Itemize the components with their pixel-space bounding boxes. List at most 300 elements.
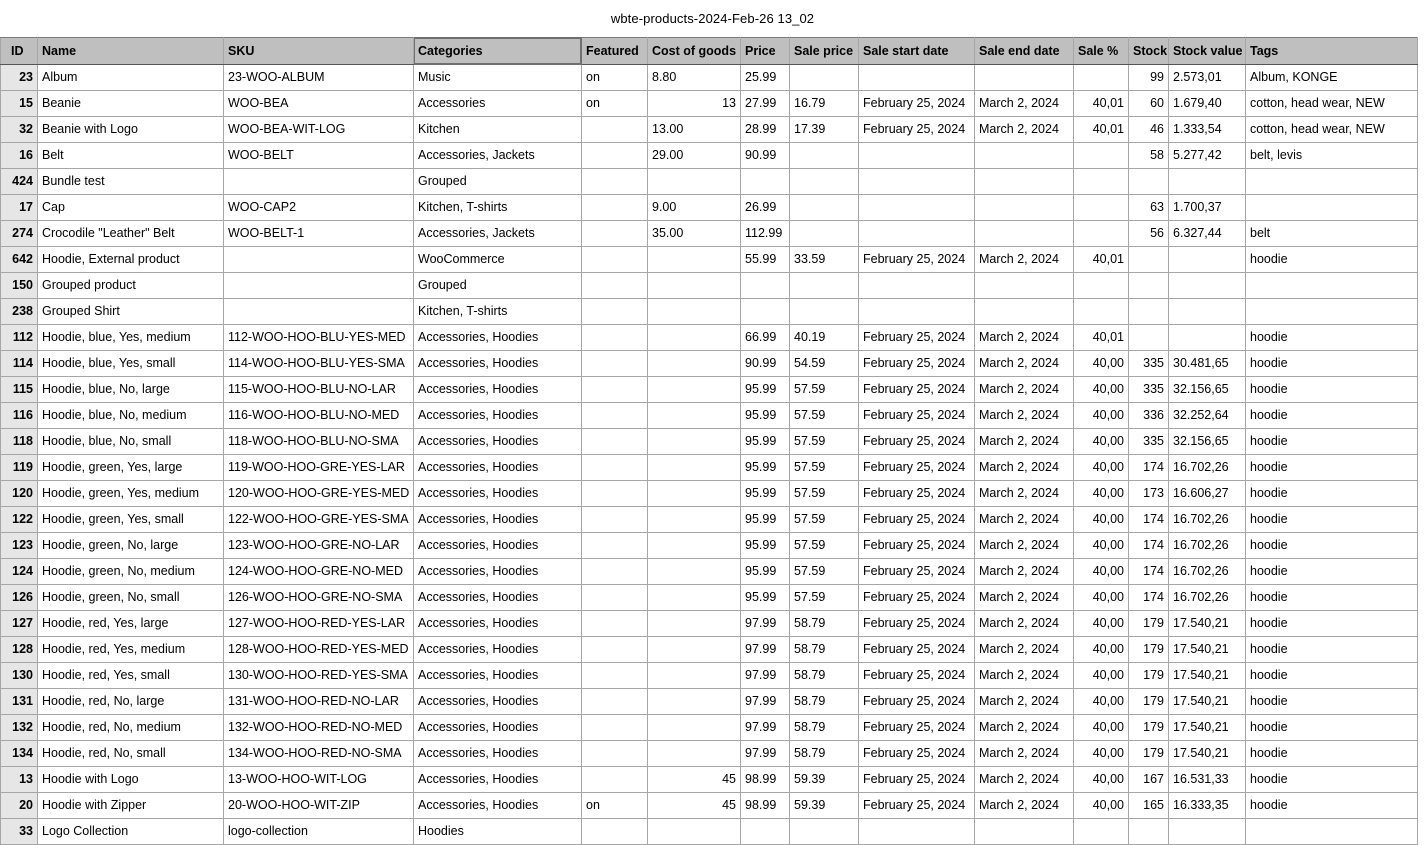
cell-end[interactable] (975, 65, 1074, 91)
cell-saleprice[interactable]: 59.39 (790, 767, 859, 793)
cell-tags[interactable]: belt, levis (1246, 143, 1418, 169)
cell-end[interactable] (975, 273, 1074, 299)
cell-sku[interactable]: 23-WOO-ALBUM (224, 65, 414, 91)
cell-cat[interactable]: Accessories, Hoodies (414, 741, 582, 767)
cell-sku[interactable]: 116-WOO-HOO-BLU-NO-MED (224, 403, 414, 429)
cell-tags[interactable] (1246, 195, 1418, 221)
cell-tags[interactable] (1246, 273, 1418, 299)
column-header-end[interactable]: Sale end date (975, 38, 1074, 65)
cell-start[interactable] (859, 273, 975, 299)
cell-end[interactable] (975, 195, 1074, 221)
cell-stock[interactable]: 63 (1129, 195, 1169, 221)
cell-end[interactable]: March 2, 2024 (975, 767, 1074, 793)
cell-id[interactable]: 116 (1, 403, 38, 429)
cell-cat[interactable]: Grouped (414, 169, 582, 195)
cell-cat[interactable]: Accessories, Hoodies (414, 455, 582, 481)
cell-sku[interactable]: 118-WOO-HOO-BLU-NO-SMA (224, 429, 414, 455)
cell-price[interactable]: 97.99 (741, 715, 790, 741)
cell-id[interactable]: 130 (1, 663, 38, 689)
cell-start[interactable]: February 25, 2024 (859, 247, 975, 273)
cell-stock[interactable]: 336 (1129, 403, 1169, 429)
cell-price[interactable]: 90.99 (741, 351, 790, 377)
cell-id[interactable]: 134 (1, 741, 38, 767)
cell-start[interactable]: February 25, 2024 (859, 741, 975, 767)
table-row[interactable] (1, 143, 1418, 169)
column-header-sku[interactable]: SKU (224, 38, 414, 65)
cell-id[interactable]: 115 (1, 377, 38, 403)
cell-feat[interactable] (582, 455, 648, 481)
cell-cat[interactable]: Accessories, Hoodies (414, 637, 582, 663)
cell-id[interactable]: 124 (1, 559, 38, 585)
cell-id[interactable]: 114 (1, 351, 38, 377)
table-row[interactable] (1, 195, 1418, 221)
cell-start[interactable]: February 25, 2024 (859, 325, 975, 351)
cell-salepct[interactable]: 40,00 (1074, 689, 1129, 715)
cell-saleprice[interactable]: 59.39 (790, 793, 859, 819)
cell-cog[interactable] (648, 299, 741, 325)
cell-price[interactable]: 95.99 (741, 585, 790, 611)
cell-salepct[interactable]: 40,00 (1074, 377, 1129, 403)
cell-feat[interactable] (582, 117, 648, 143)
cell-cat[interactable]: Accessories, Hoodies (414, 663, 582, 689)
cell-tags[interactable]: hoodie (1246, 533, 1418, 559)
cell-saleprice[interactable]: 57.59 (790, 403, 859, 429)
table-row[interactable] (1, 533, 1418, 559)
cell-feat[interactable] (582, 351, 648, 377)
cell-saleprice[interactable]: 33.59 (790, 247, 859, 273)
cell-start[interactable] (859, 819, 975, 845)
cell-price[interactable]: 98.99 (741, 767, 790, 793)
cell-sku[interactable]: 127-WOO-HOO-RED-YES-LAR (224, 611, 414, 637)
cell-stockval[interactable]: 17.540,21 (1169, 715, 1246, 741)
cell-stockval[interactable]: 2.573,01 (1169, 65, 1246, 91)
cell-feat[interactable] (582, 663, 648, 689)
cell-stock[interactable]: 179 (1129, 715, 1169, 741)
cell-cat[interactable]: Kitchen, T-shirts (414, 195, 582, 221)
cell-name[interactable]: Beanie with Logo (38, 117, 224, 143)
cell-salepct[interactable]: 40,00 (1074, 351, 1129, 377)
cell-stockval[interactable]: 17.540,21 (1169, 663, 1246, 689)
cell-end[interactable] (975, 169, 1074, 195)
cell-name[interactable]: Hoodie, green, No, small (38, 585, 224, 611)
cell-price[interactable]: 95.99 (741, 533, 790, 559)
column-header-price[interactable]: Price (741, 38, 790, 65)
cell-name[interactable]: Hoodie, blue, Yes, medium (38, 325, 224, 351)
cell-id[interactable]: 126 (1, 585, 38, 611)
cell-cat[interactable]: Accessories, Hoodies (414, 767, 582, 793)
cell-cat[interactable]: Accessories, Hoodies (414, 325, 582, 351)
cell-sku[interactable]: logo-collection (224, 819, 414, 845)
cell-name[interactable]: Album (38, 65, 224, 91)
cell-name[interactable]: Hoodie, red, Yes, small (38, 663, 224, 689)
cell-start[interactable]: February 25, 2024 (859, 663, 975, 689)
cell-feat[interactable] (582, 377, 648, 403)
cell-stock[interactable] (1129, 169, 1169, 195)
cell-cog[interactable] (648, 169, 741, 195)
cell-sku[interactable]: WOO-BEA (224, 91, 414, 117)
cell-end[interactable]: March 2, 2024 (975, 351, 1074, 377)
cell-cat[interactable]: Accessories, Hoodies (414, 481, 582, 507)
cell-tags[interactable]: hoodie (1246, 247, 1418, 273)
cell-feat[interactable]: on (582, 793, 648, 819)
cell-stock[interactable]: 335 (1129, 351, 1169, 377)
cell-name[interactable]: Crocodile "Leather" Belt (38, 221, 224, 247)
cell-name[interactable]: Hoodie, blue, No, medium (38, 403, 224, 429)
cell-feat[interactable] (582, 247, 648, 273)
cell-start[interactable]: February 25, 2024 (859, 689, 975, 715)
cell-end[interactable]: March 2, 2024 (975, 117, 1074, 143)
cell-name[interactable]: Hoodie, green, Yes, small (38, 507, 224, 533)
table-row[interactable] (1, 221, 1418, 247)
cell-end[interactable]: March 2, 2024 (975, 481, 1074, 507)
cell-feat[interactable] (582, 611, 648, 637)
cell-start[interactable]: February 25, 2024 (859, 793, 975, 819)
cell-start[interactable]: February 25, 2024 (859, 429, 975, 455)
cell-price[interactable]: 27.99 (741, 91, 790, 117)
cell-sku[interactable] (224, 273, 414, 299)
cell-stock[interactable]: 167 (1129, 767, 1169, 793)
cell-saleprice[interactable] (790, 195, 859, 221)
cell-salepct[interactable]: 40,00 (1074, 403, 1129, 429)
cell-feat[interactable] (582, 429, 648, 455)
cell-sku[interactable]: 130-WOO-HOO-RED-YES-SMA (224, 663, 414, 689)
cell-saleprice[interactable]: 57.59 (790, 559, 859, 585)
cell-price[interactable]: 55.99 (741, 247, 790, 273)
cell-cog[interactable] (648, 481, 741, 507)
cell-name[interactable]: Hoodie, blue, No, large (38, 377, 224, 403)
cell-start[interactable]: February 25, 2024 (859, 611, 975, 637)
cell-stock[interactable]: 174 (1129, 559, 1169, 585)
cell-stock[interactable] (1129, 247, 1169, 273)
cell-id[interactable]: 642 (1, 247, 38, 273)
cell-name[interactable]: Belt (38, 143, 224, 169)
cell-salepct[interactable]: 40,00 (1074, 585, 1129, 611)
cell-salepct[interactable]: 40,00 (1074, 533, 1129, 559)
cell-cat[interactable]: Accessories, Hoodies (414, 351, 582, 377)
cell-feat[interactable] (582, 767, 648, 793)
table-row[interactable] (1, 169, 1418, 195)
cell-id[interactable]: 122 (1, 507, 38, 533)
cell-name[interactable]: Grouped Shirt (38, 299, 224, 325)
cell-cat[interactable]: Music (414, 65, 582, 91)
cell-cog[interactable] (648, 455, 741, 481)
cell-tags[interactable]: belt (1246, 221, 1418, 247)
cell-cat[interactable]: Hoodies (414, 819, 582, 845)
cell-sku[interactable]: WOO-BELT-1 (224, 221, 414, 247)
cell-stockval[interactable]: 1.333,54 (1169, 117, 1246, 143)
cell-sku[interactable]: 123-WOO-HOO-GRE-NO-LAR (224, 533, 414, 559)
cell-stockval[interactable] (1169, 819, 1246, 845)
cell-cat[interactable]: WooCommerce (414, 247, 582, 273)
cell-stock[interactable]: 174 (1129, 585, 1169, 611)
cell-salepct[interactable]: 40,01 (1074, 247, 1129, 273)
cell-stockval[interactable]: 16.702,26 (1169, 585, 1246, 611)
cell-stockval[interactable] (1169, 325, 1246, 351)
cell-feat[interactable] (582, 195, 648, 221)
table-row[interactable] (1, 403, 1418, 429)
cell-sku[interactable]: 115-WOO-HOO-BLU-NO-LAR (224, 377, 414, 403)
cell-salepct[interactable]: 40,00 (1074, 793, 1129, 819)
cell-saleprice[interactable]: 57.59 (790, 377, 859, 403)
cell-stock[interactable]: 174 (1129, 507, 1169, 533)
cell-start[interactable]: February 25, 2024 (859, 455, 975, 481)
cell-feat[interactable] (582, 403, 648, 429)
cell-start[interactable] (859, 221, 975, 247)
cell-tags[interactable]: hoodie (1246, 715, 1418, 741)
table-row[interactable] (1, 585, 1418, 611)
cell-stock[interactable]: 335 (1129, 377, 1169, 403)
cell-feat[interactable]: on (582, 91, 648, 117)
cell-name[interactable]: Bundle test (38, 169, 224, 195)
cell-name[interactable]: Hoodie, red, No, medium (38, 715, 224, 741)
table-row[interactable] (1, 663, 1418, 689)
cell-start[interactable]: February 25, 2024 (859, 559, 975, 585)
cell-name[interactable]: Hoodie, red, Yes, medium (38, 637, 224, 663)
cell-cat[interactable]: Accessories, Jackets (414, 221, 582, 247)
cell-feat[interactable] (582, 169, 648, 195)
cell-cog[interactable]: 45 (648, 793, 741, 819)
cell-sku[interactable]: WOO-BEA-WIT-LOG (224, 117, 414, 143)
cell-cog[interactable]: 13 (648, 91, 741, 117)
cell-name[interactable]: Hoodie, green, No, medium (38, 559, 224, 585)
table-row[interactable] (1, 377, 1418, 403)
cell-name[interactable]: Hoodie with Zipper (38, 793, 224, 819)
cell-id[interactable]: 127 (1, 611, 38, 637)
cell-tags[interactable]: cotton, head wear, NEW (1246, 117, 1418, 143)
cell-price[interactable]: 95.99 (741, 559, 790, 585)
cell-start[interactable]: February 25, 2024 (859, 481, 975, 507)
cell-cat[interactable]: Accessories, Hoodies (414, 611, 582, 637)
cell-start[interactable]: February 25, 2024 (859, 117, 975, 143)
cell-cog[interactable] (648, 663, 741, 689)
cell-id[interactable]: 150 (1, 273, 38, 299)
cell-stock[interactable] (1129, 325, 1169, 351)
table-row[interactable] (1, 767, 1418, 793)
cell-salepct[interactable] (1074, 143, 1129, 169)
cell-stock[interactable]: 99 (1129, 65, 1169, 91)
table-row[interactable] (1, 429, 1418, 455)
cell-price[interactable]: 90.99 (741, 143, 790, 169)
cell-id[interactable]: 17 (1, 195, 38, 221)
cell-stockval[interactable]: 16.531,33 (1169, 767, 1246, 793)
cell-end[interactable]: March 2, 2024 (975, 533, 1074, 559)
table-row[interactable] (1, 247, 1418, 273)
cell-tags[interactable]: hoodie (1246, 325, 1418, 351)
cell-cog[interactable]: 35.00 (648, 221, 741, 247)
cell-cog[interactable]: 13.00 (648, 117, 741, 143)
cell-name[interactable]: Hoodie with Logo (38, 767, 224, 793)
cell-start[interactable]: February 25, 2024 (859, 585, 975, 611)
cell-cog[interactable] (648, 715, 741, 741)
column-header-feat[interactable]: Featured (582, 38, 648, 65)
cell-name[interactable]: Hoodie, blue, No, small (38, 429, 224, 455)
cell-tags[interactable]: hoodie (1246, 637, 1418, 663)
cell-end[interactable]: March 2, 2024 (975, 637, 1074, 663)
cell-cat[interactable]: Kitchen, T-shirts (414, 299, 582, 325)
cell-salepct[interactable]: 40,01 (1074, 117, 1129, 143)
cell-stock[interactable]: 173 (1129, 481, 1169, 507)
cell-id[interactable]: 123 (1, 533, 38, 559)
cell-end[interactable]: March 2, 2024 (975, 325, 1074, 351)
cell-end[interactable]: March 2, 2024 (975, 663, 1074, 689)
cell-saleprice[interactable] (790, 819, 859, 845)
cell-salepct[interactable]: 40,00 (1074, 767, 1129, 793)
cell-stockval[interactable]: 17.540,21 (1169, 741, 1246, 767)
cell-tags[interactable] (1246, 169, 1418, 195)
cell-tags[interactable]: hoodie (1246, 585, 1418, 611)
cell-name[interactable]: Hoodie, blue, Yes, small (38, 351, 224, 377)
cell-salepct[interactable] (1074, 221, 1129, 247)
cell-name[interactable]: Hoodie, red, Yes, large (38, 611, 224, 637)
cell-saleprice[interactable]: 58.79 (790, 663, 859, 689)
cell-id[interactable]: 33 (1, 819, 38, 845)
cell-cat[interactable]: Grouped (414, 273, 582, 299)
cell-saleprice[interactable] (790, 299, 859, 325)
cell-cat[interactable]: Accessories, Hoodies (414, 403, 582, 429)
cell-end[interactable]: March 2, 2024 (975, 507, 1074, 533)
cell-id[interactable]: 120 (1, 481, 38, 507)
cell-price[interactable] (741, 273, 790, 299)
cell-cat[interactable]: Accessories, Hoodies (414, 793, 582, 819)
cell-tags[interactable]: hoodie (1246, 507, 1418, 533)
cell-salepct[interactable]: 40,00 (1074, 715, 1129, 741)
cell-feat[interactable] (582, 273, 648, 299)
cell-feat[interactable] (582, 481, 648, 507)
cell-cog[interactable] (648, 325, 741, 351)
cell-end[interactable] (975, 221, 1074, 247)
cell-cog[interactable] (648, 559, 741, 585)
cell-feat[interactable] (582, 741, 648, 767)
cell-end[interactable] (975, 143, 1074, 169)
cell-saleprice[interactable]: 57.59 (790, 429, 859, 455)
cell-end[interactable]: March 2, 2024 (975, 611, 1074, 637)
cell-start[interactable]: February 25, 2024 (859, 351, 975, 377)
cell-end[interactable]: March 2, 2024 (975, 741, 1074, 767)
cell-tags[interactable]: hoodie (1246, 429, 1418, 455)
cell-start[interactable]: February 25, 2024 (859, 377, 975, 403)
column-header-start[interactable]: Sale start date (859, 38, 975, 65)
cell-price[interactable]: 98.99 (741, 793, 790, 819)
table-row[interactable] (1, 507, 1418, 533)
cell-name[interactable]: Hoodie, red, No, large (38, 689, 224, 715)
cell-saleprice[interactable]: 58.79 (790, 689, 859, 715)
cell-price[interactable]: 97.99 (741, 611, 790, 637)
cell-end[interactable] (975, 819, 1074, 845)
cell-stock[interactable]: 179 (1129, 741, 1169, 767)
cell-stockval[interactable]: 16.702,26 (1169, 559, 1246, 585)
cell-salepct[interactable]: 40,00 (1074, 741, 1129, 767)
cell-start[interactable]: February 25, 2024 (859, 767, 975, 793)
cell-price[interactable]: 25.99 (741, 65, 790, 91)
cell-stock[interactable] (1129, 819, 1169, 845)
cell-stock[interactable]: 165 (1129, 793, 1169, 819)
cell-stock[interactable]: 46 (1129, 117, 1169, 143)
cell-sku[interactable]: 126-WOO-HOO-GRE-NO-SMA (224, 585, 414, 611)
cell-id[interactable]: 118 (1, 429, 38, 455)
cell-stockval[interactable]: 30.481,65 (1169, 351, 1246, 377)
cell-saleprice[interactable]: 58.79 (790, 715, 859, 741)
cell-tags[interactable]: hoodie (1246, 351, 1418, 377)
cell-sku[interactable]: 124-WOO-HOO-GRE-NO-MED (224, 559, 414, 585)
cell-salepct[interactable]: 40,00 (1074, 481, 1129, 507)
cell-sku[interactable]: 120-WOO-HOO-GRE-YES-MED (224, 481, 414, 507)
cell-stock[interactable]: 179 (1129, 611, 1169, 637)
cell-tags[interactable]: hoodie (1246, 559, 1418, 585)
cell-price[interactable]: 112.99 (741, 221, 790, 247)
cell-cat[interactable]: Accessories (414, 91, 582, 117)
cell-id[interactable]: 128 (1, 637, 38, 663)
cell-tags[interactable]: hoodie (1246, 481, 1418, 507)
cell-stock[interactable] (1129, 299, 1169, 325)
cell-price[interactable]: 95.99 (741, 377, 790, 403)
cell-sku[interactable]: 119-WOO-HOO-GRE-YES-LAR (224, 455, 414, 481)
cell-stock[interactable]: 179 (1129, 637, 1169, 663)
cell-cog[interactable] (648, 429, 741, 455)
cell-id[interactable]: 119 (1, 455, 38, 481)
cell-price[interactable]: 66.99 (741, 325, 790, 351)
cell-saleprice[interactable] (790, 221, 859, 247)
cell-saleprice[interactable]: 57.59 (790, 585, 859, 611)
cell-feat[interactable] (582, 299, 648, 325)
cell-tags[interactable]: hoodie (1246, 689, 1418, 715)
cell-stockval[interactable]: 1.679,40 (1169, 91, 1246, 117)
cell-saleprice[interactable]: 57.59 (790, 533, 859, 559)
cell-price[interactable]: 97.99 (741, 689, 790, 715)
cell-price[interactable]: 95.99 (741, 455, 790, 481)
cell-end[interactable]: March 2, 2024 (975, 559, 1074, 585)
cell-cat[interactable]: Accessories, Hoodies (414, 507, 582, 533)
cell-tags[interactable]: hoodie (1246, 663, 1418, 689)
cell-price[interactable] (741, 819, 790, 845)
cell-name[interactable]: Hoodie, green, Yes, medium (38, 481, 224, 507)
cell-stock[interactable]: 174 (1129, 455, 1169, 481)
cell-cog[interactable] (648, 247, 741, 273)
cell-id[interactable]: 20 (1, 793, 38, 819)
cell-start[interactable]: February 25, 2024 (859, 507, 975, 533)
cell-name[interactable]: Beanie (38, 91, 224, 117)
cell-salepct[interactable] (1074, 195, 1129, 221)
cell-end[interactable]: March 2, 2024 (975, 585, 1074, 611)
cell-cog[interactable] (648, 351, 741, 377)
cell-stockval[interactable] (1169, 299, 1246, 325)
cell-saleprice[interactable]: 57.59 (790, 481, 859, 507)
cell-salepct[interactable] (1074, 819, 1129, 845)
cell-saleprice[interactable] (790, 65, 859, 91)
cell-cog[interactable]: 45 (648, 767, 741, 793)
cell-stock[interactable]: 174 (1129, 533, 1169, 559)
cell-id[interactable]: 238 (1, 299, 38, 325)
cell-tags[interactable]: hoodie (1246, 741, 1418, 767)
cell-tags[interactable]: hoodie (1246, 403, 1418, 429)
cell-stockval[interactable]: 16.702,26 (1169, 455, 1246, 481)
cell-sku[interactable]: WOO-CAP2 (224, 195, 414, 221)
cell-end[interactable]: March 2, 2024 (975, 377, 1074, 403)
cell-sku[interactable] (224, 299, 414, 325)
cell-sku[interactable]: WOO-BELT (224, 143, 414, 169)
cell-saleprice[interactable]: 17.39 (790, 117, 859, 143)
cell-salepct[interactable]: 40,00 (1074, 429, 1129, 455)
cell-stockval[interactable] (1169, 169, 1246, 195)
cell-cat[interactable]: Accessories, Jackets (414, 143, 582, 169)
cell-sku[interactable]: 114-WOO-HOO-BLU-YES-SMA (224, 351, 414, 377)
cell-cat[interactable]: Accessories, Hoodies (414, 715, 582, 741)
cell-stockval[interactable]: 16.702,26 (1169, 507, 1246, 533)
cell-salepct[interactable]: 40,00 (1074, 637, 1129, 663)
cell-end[interactable]: March 2, 2024 (975, 403, 1074, 429)
column-header-cog[interactable]: Cost of goods (648, 38, 741, 65)
table-row[interactable] (1, 689, 1418, 715)
cell-cat[interactable]: Accessories, Hoodies (414, 533, 582, 559)
